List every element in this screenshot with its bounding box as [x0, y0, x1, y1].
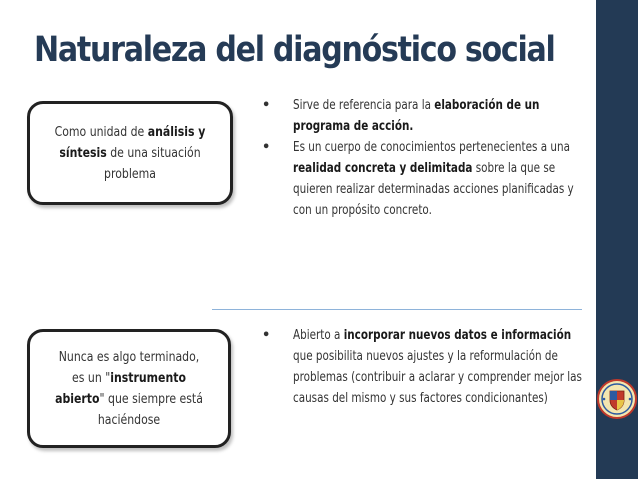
concept-box-open-instrument — [27, 329, 231, 448]
bullet-text: Sirve de referencia para la elaboración de un programa de acción. — [293, 98, 540, 134]
bullet-dot: • — [262, 140, 271, 155]
bullet-dot: • — [262, 328, 271, 343]
bullet-list-top — [262, 95, 592, 221]
bullet-dot: • — [262, 98, 271, 113]
bullet-text: Abierto a incorporar nuevos datos e información que posibilita nuevos ajustes y la reformulación de problemas (contribuir a aclarar y comprender mejor las causas del mismo y sus factores condicionantes) — [293, 328, 582, 406]
bullet-list-bottom — [262, 325, 592, 409]
section-divider — [212, 309, 582, 310]
concept-box-open-instrument-text: Nunca es algo terminado, es un "instrumento abierto" que siempre está haciéndose — [55, 349, 203, 428]
bullet-item — [262, 95, 592, 137]
concept-box-analysis-text: Como unidad de análisis y síntesis de una situación problema — [54, 124, 206, 182]
university-seal-icon — [596, 378, 638, 420]
concept-box-analysis — [27, 101, 233, 205]
bullet-text: Es un cuerpo de conocimientos pertenecientes a una realidad concreta y delimitada sobre la que se quieren realizar determinadas acciones planificadas y con un propósito concreto. — [293, 140, 574, 218]
bullet-item — [262, 137, 592, 221]
bullet-item — [262, 325, 592, 409]
slide-title: Naturaleza del diagnóstico social — [34, 30, 555, 70]
